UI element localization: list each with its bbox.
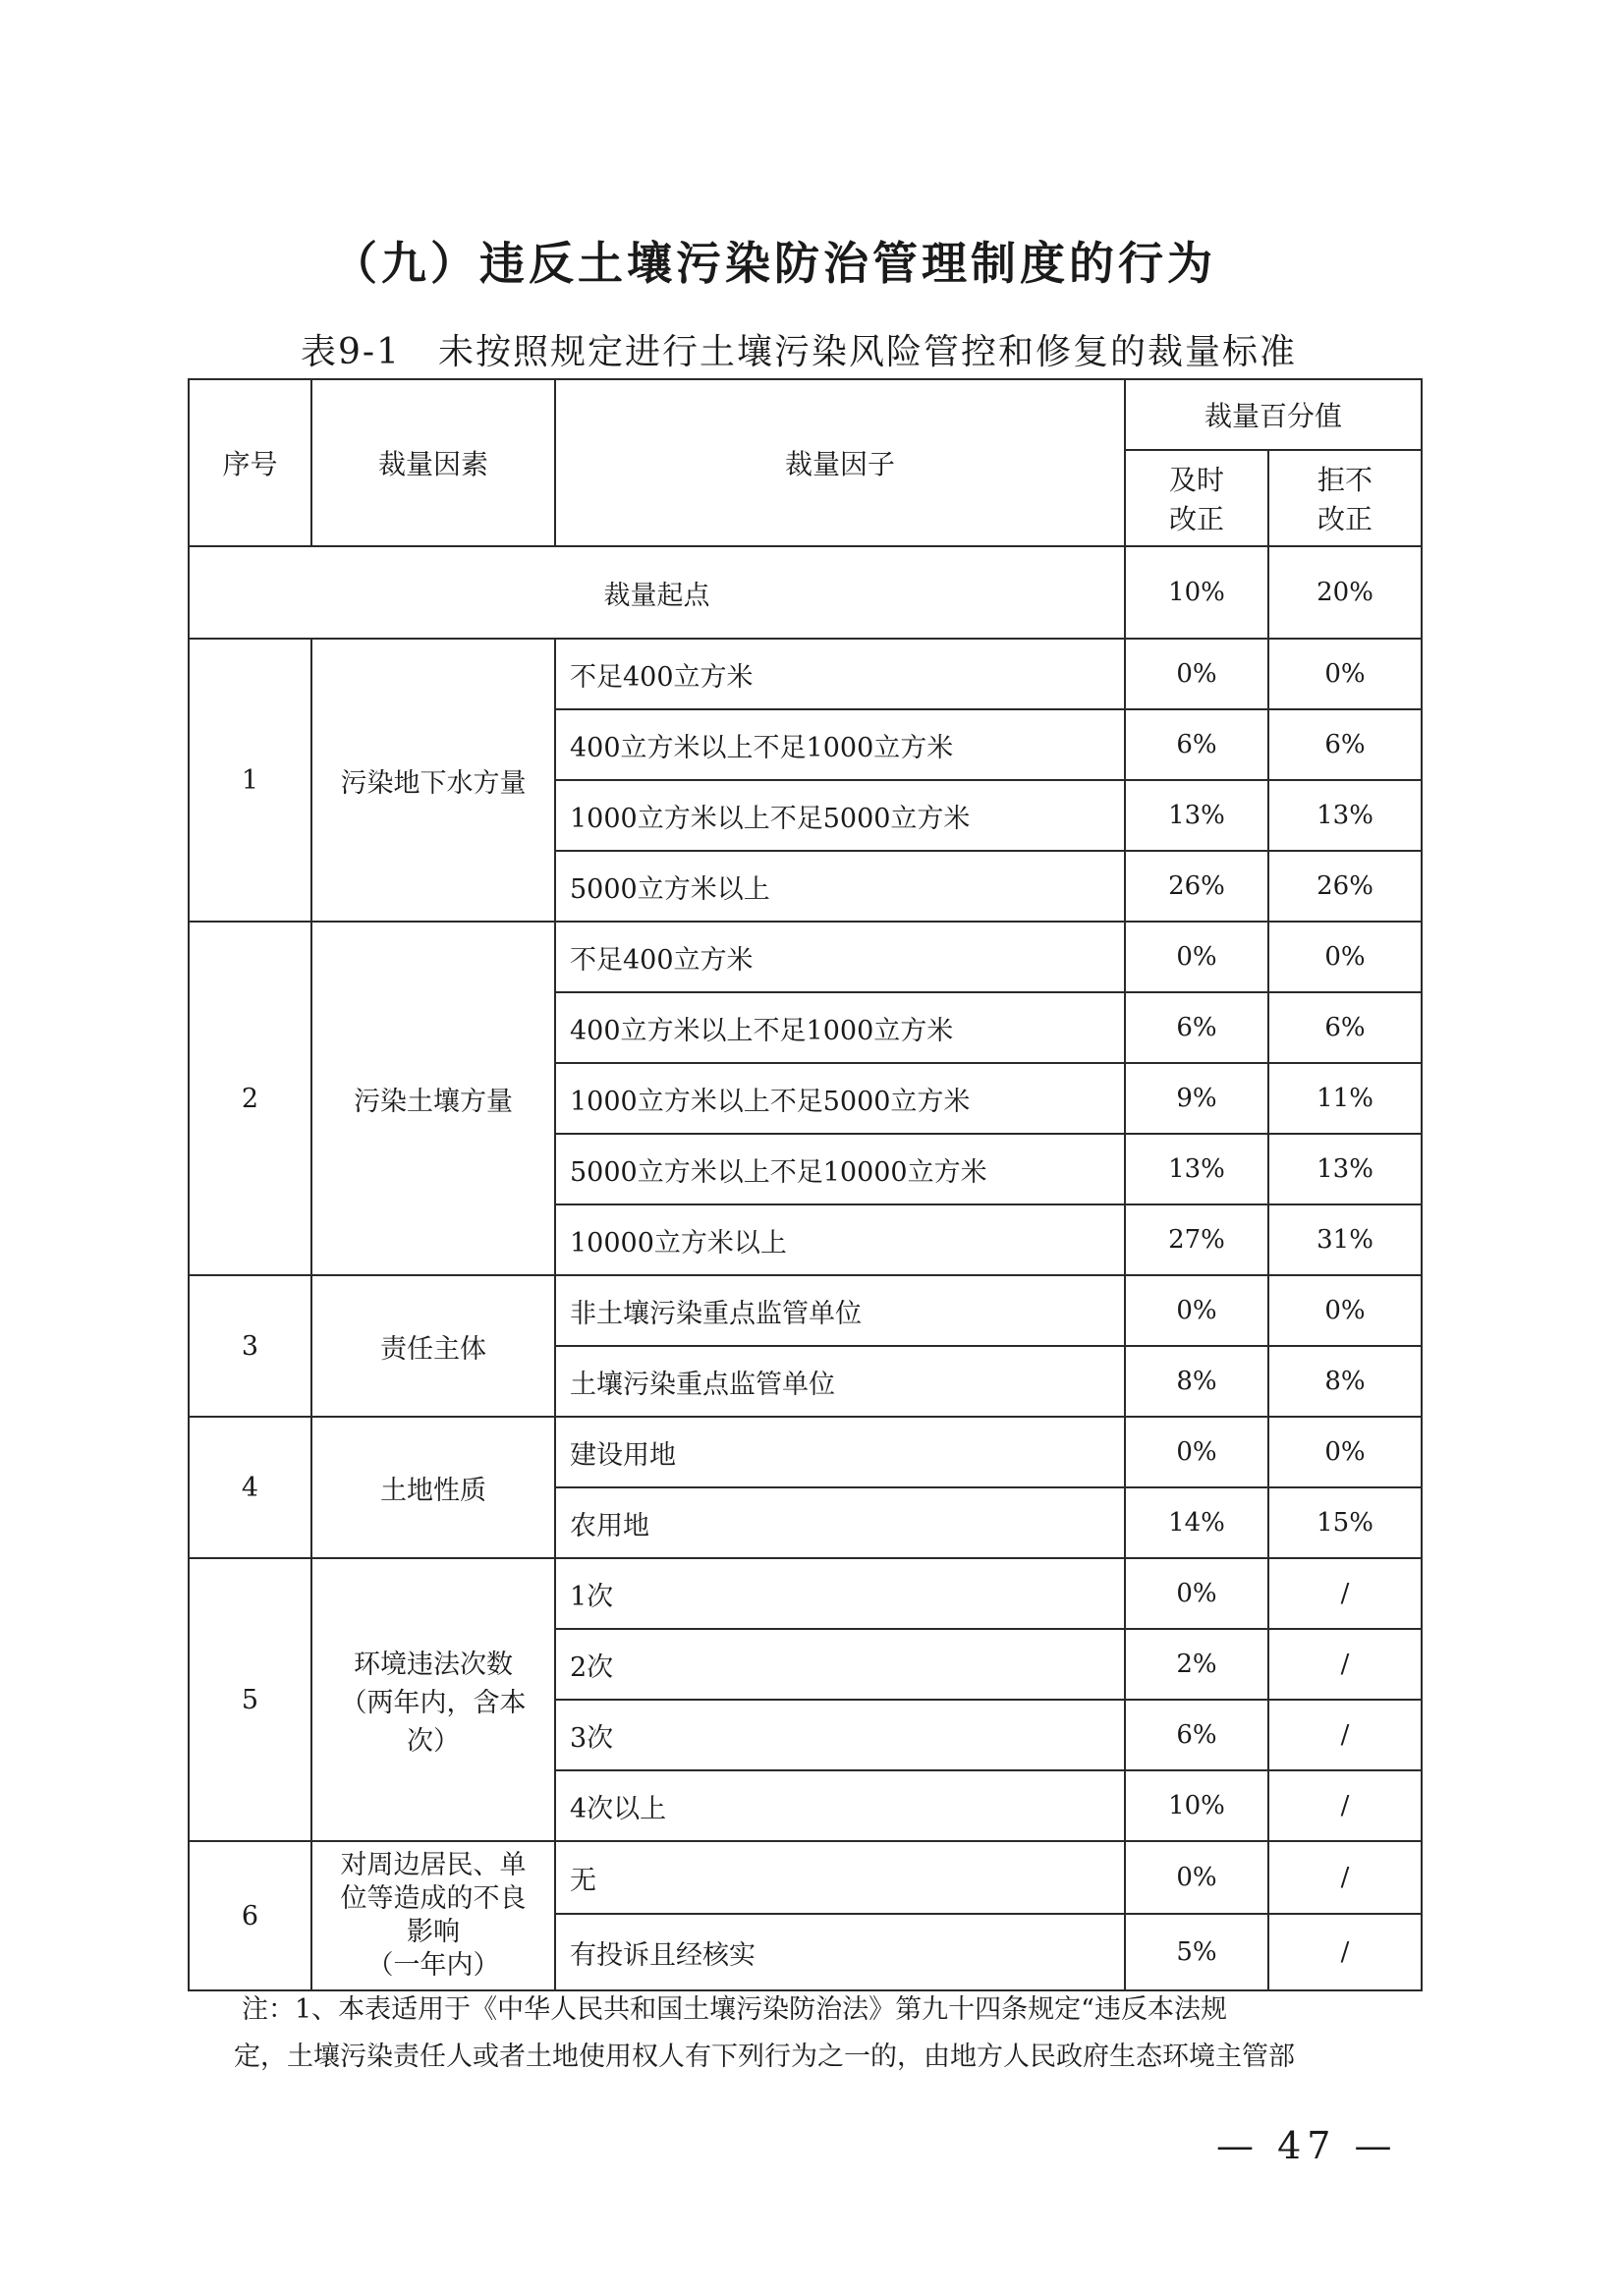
table-row	[189, 1841, 1422, 1914]
table-header-row	[189, 379, 1422, 450]
refuse-cell: /	[1268, 1629, 1422, 1700]
timely-cell: 0%	[1125, 1417, 1268, 1487]
timely-cell: 0%	[1125, 1558, 1268, 1629]
timely-cell: 0%	[1125, 639, 1268, 709]
group-element	[311, 1841, 555, 1990]
group-element	[311, 1558, 555, 1841]
table-row	[189, 1417, 1422, 1487]
timely-cell: 0%	[1125, 1841, 1268, 1914]
header-timely	[1125, 450, 1268, 546]
group-seq: 5	[189, 1558, 311, 1841]
page-number: — 47 —	[1216, 2124, 1398, 2167]
group-element-line2: 位等造成的不良	[340, 1883, 527, 1914]
factor-cell: 1次	[555, 1558, 1125, 1629]
refuse-cell: 8%	[1268, 1346, 1422, 1417]
header-element: 裁量因素	[311, 379, 555, 546]
header-timely-line2: 改正	[1168, 503, 1224, 535]
header-timely-line1: 及时	[1168, 464, 1224, 496]
timely-cell: 13%	[1125, 780, 1268, 851]
timely-cell: 27%	[1125, 1204, 1268, 1275]
header-refuse-line1: 拒不	[1317, 464, 1373, 496]
timely-cell: 2%	[1125, 1629, 1268, 1700]
header-refuse-line2: 改正	[1317, 503, 1373, 535]
factor-cell: 无	[555, 1841, 1125, 1914]
table-row	[189, 1275, 1422, 1346]
table-note	[234, 1987, 1381, 2081]
refuse-cell: 15%	[1268, 1487, 1422, 1558]
refuse-cell: /	[1268, 1700, 1422, 1770]
refuse-cell: /	[1268, 1841, 1422, 1914]
group-seq: 1	[189, 639, 311, 922]
refuse-cell: 13%	[1268, 780, 1422, 851]
refuse-cell: 0%	[1268, 922, 1422, 992]
refuse-cell: 11%	[1268, 1063, 1422, 1134]
header-refuse	[1268, 450, 1422, 546]
group-element-line2: （两年内，含本	[340, 1687, 527, 1718]
group-element: 责任主体	[311, 1275, 555, 1417]
group-element-line1: 环境违法次数	[354, 1649, 513, 1680]
factor-cell: 400立方米以上不足1000立方米	[555, 709, 1125, 780]
group-seq: 2	[189, 922, 311, 1275]
factor-cell: 建设用地	[555, 1417, 1125, 1487]
factor-cell: 1000立方米以上不足5000立方米	[555, 780, 1125, 851]
timely-cell: 6%	[1125, 709, 1268, 780]
timely-cell: 10%	[1125, 1770, 1268, 1841]
group-element-line3: 影响	[407, 1917, 460, 1947]
refuse-cell: 6%	[1268, 992, 1422, 1063]
timely-cell: 14%	[1125, 1487, 1268, 1558]
factor-cell: 土壤污染重点监管单位	[555, 1346, 1125, 1417]
timely-cell: 0%	[1125, 922, 1268, 992]
table-caption: 表9-1 未按照规定进行土壤污染风险管控和修复的裁量标准	[301, 332, 1297, 372]
timely-cell: 0%	[1125, 1275, 1268, 1346]
group-element: 污染土壤方量	[311, 922, 555, 1275]
timely-cell: 6%	[1125, 992, 1268, 1063]
refuse-cell: 0%	[1268, 1417, 1422, 1487]
table-row-start	[189, 546, 1422, 639]
note-line1: 注：1、本表适用于《中华人民共和国土壤污染防治法》第九十四条规定“违反本法规	[242, 1994, 1227, 2025]
start-refuse: 20%	[1268, 546, 1422, 639]
factor-cell: 1000立方米以上不足5000立方米	[555, 1063, 1125, 1134]
group-element-line1: 对周边居民、单	[340, 1850, 527, 1880]
timely-cell: 26%	[1125, 851, 1268, 922]
timely-cell: 5%	[1125, 1914, 1268, 1990]
factor-cell: 10000立方米以上	[555, 1204, 1125, 1275]
group-element: 污染地下水方量	[311, 639, 555, 922]
refuse-cell: /	[1268, 1558, 1422, 1629]
factor-cell: 5000立方米以上不足10000立方米	[555, 1134, 1125, 1204]
group-element-line3: 次）	[407, 1725, 460, 1757]
discretion-table	[188, 378, 1423, 1991]
refuse-cell: 6%	[1268, 709, 1422, 780]
timely-cell: 9%	[1125, 1063, 1268, 1134]
timely-cell: 13%	[1125, 1134, 1268, 1204]
table-row	[189, 639, 1422, 709]
factor-cell: 不足400立方米	[555, 922, 1125, 992]
group-element-line4: （一年内）	[366, 1950, 500, 1981]
table-row	[189, 1558, 1422, 1629]
section-heading: （九）违反土壤污染防治管理制度的行为	[332, 237, 1216, 290]
start-label: 裁量起点	[189, 546, 1125, 639]
timely-cell: 8%	[1125, 1346, 1268, 1417]
group-element: 土地性质	[311, 1417, 555, 1558]
group-seq: 3	[189, 1275, 311, 1417]
note-line2: 定，土壤污染责任人或者土地使用权人有下列行为之一的，由地方人民政府生态环境主管部	[234, 2042, 1295, 2072]
factor-cell: 有投诉且经核实	[555, 1914, 1125, 1990]
factor-cell: 农用地	[555, 1487, 1125, 1558]
refuse-cell: 0%	[1268, 1275, 1422, 1346]
factor-cell: 3次	[555, 1700, 1125, 1770]
table-row	[189, 922, 1422, 992]
header-factor: 裁量因子	[555, 379, 1125, 546]
refuse-cell: /	[1268, 1770, 1422, 1841]
header-seq: 序号	[189, 379, 311, 546]
factor-cell: 5000立方米以上	[555, 851, 1125, 922]
group-seq: 6	[189, 1841, 311, 1990]
factor-cell: 不足400立方米	[555, 639, 1125, 709]
factor-cell: 2次	[555, 1629, 1125, 1700]
factor-cell: 400立方米以上不足1000立方米	[555, 992, 1125, 1063]
factor-cell: 非土壤污染重点监管单位	[555, 1275, 1125, 1346]
refuse-cell: /	[1268, 1914, 1422, 1990]
group-seq: 4	[189, 1417, 311, 1558]
timely-cell: 6%	[1125, 1700, 1268, 1770]
start-timely: 10%	[1125, 546, 1268, 639]
refuse-cell: 26%	[1268, 851, 1422, 922]
factor-cell: 4次以上	[555, 1770, 1125, 1841]
refuse-cell: 0%	[1268, 639, 1422, 709]
header-percent: 裁量百分值	[1125, 379, 1422, 450]
refuse-cell: 31%	[1268, 1204, 1422, 1275]
refuse-cell: 13%	[1268, 1134, 1422, 1204]
